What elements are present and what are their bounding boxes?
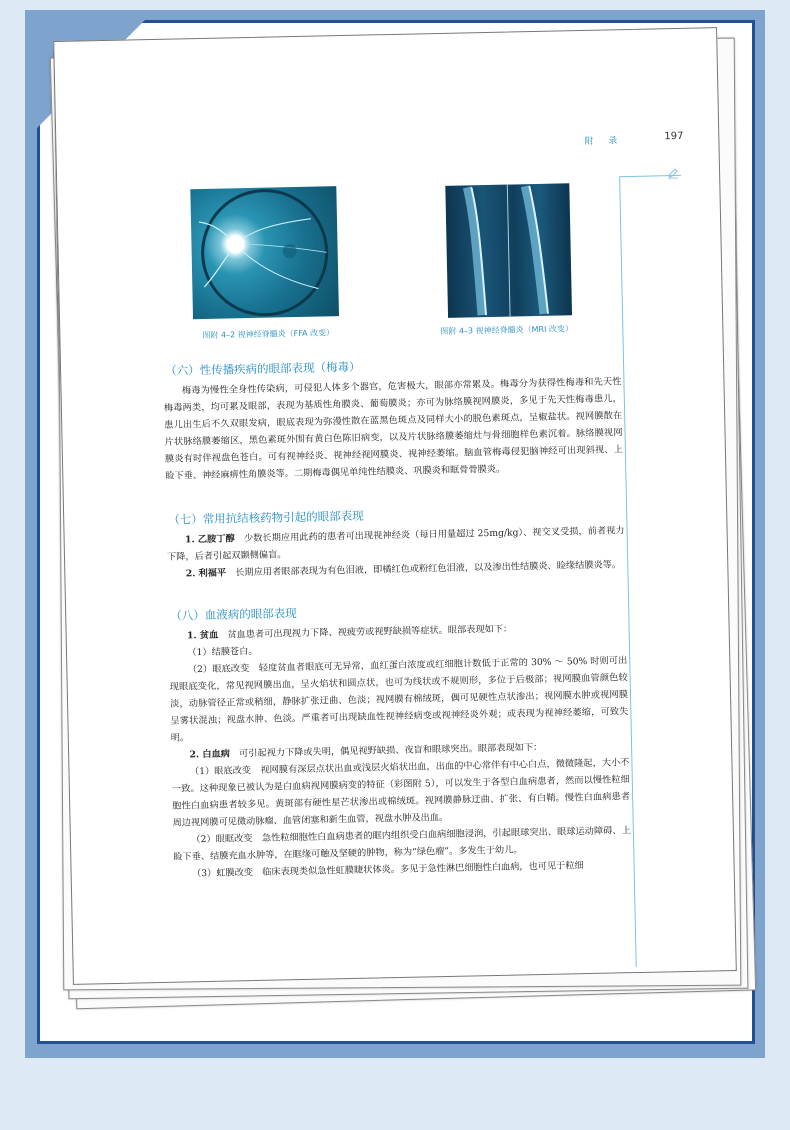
section-heading: （七）常用抗结核药物引起的眼部表现 (168, 508, 364, 527)
figure-caption: 图附 4–2 视神经脊髓炎（FFA 改变） (202, 328, 335, 340)
item-text: 可引起视力下降或失明，偶见视野缺损、夜盲和眼球突出。眼部表现如下： (238, 741, 543, 760)
paragraph: （1）眼底改变 视网膜有深层点状出血或浅层火焰状出血，出血的中心常伴有中心白点，微微隆起，大小不一致。这种现象已被认为是白血病视网膜病变的特征（彩图附 5），可以发生于各型白血病患者，然而以慢性粒细胞性白血病患者较多见。黄斑部有硬性星芒状渗出或棉绒斑。视网膜静脉迂曲、扩张、有白鞘。慢性白血病患者周边视网膜可见微动脉瘤、血管闭塞和新生血管，视盘水肿及出血。 (171, 757, 631, 829)
book-page (53, 27, 737, 985)
item-text: 长期应用者眼部表现为有色泪液，即橘红色或粉红色泪液，以及渗出性结膜炎、睑缘结膜炎等。 (235, 559, 622, 579)
item-lead: 2. 白血病 (189, 748, 231, 761)
section-heading: （六）性传播疾病的眼部表现（梅毒） (164, 359, 361, 378)
paragraph: （1）结膜苍白。 (187, 645, 258, 659)
item-lead: 2. 利福平 (185, 567, 227, 580)
item-text: 少数长期应用此药的患者可出现视神经炎（每日用量超过 25mg/kg）、视交叉受损，前者视力下降，后者引起双颞侧偏盲。 (166, 525, 625, 563)
section-heading: （八）血液病的眼部表现 (170, 606, 297, 623)
paragraph: （3）虹膜改变 临床表现类似急性虹膜睫状体炎。多见于急性淋巴细胞性白血病，也可见于粒细 (191, 860, 584, 880)
paragraph: （2）眼眶改变 急性粒细胞性白血病患者的眶内组织受白血病细胞浸润，引起眼球突出、眼球运动障碍、上睑下垂、结膜充血水肿等，在眶缘可触及坚硬的肿物，称为“绿色瘤”。多发生于幼儿。 (173, 825, 631, 863)
ffa-fundus-image (190, 186, 339, 319)
paragraph: （2）眼底改变 轻度贫血者眼底可无异常，血红蛋白浓度或红细胞计数低于正常的 30% ～ 50% 时则可出现眼底变化，常见视网膜出血，呈火焰状和圆点状，也可为线状或不规则形，多位于后极部；视网膜血管颜色较淡，动脉管径正常或稍细，静脉扩张迂曲、色淡；视网膜有棉绒斑，偶可见硬性点状渗出；视网膜水肿或视网膜呈雾状混浊；视盘水肿、色淡。严重者可出现缺血性视神经病变或视神经炎外观；或表现为视神经萎缩，可致失明。 (169, 655, 629, 744)
item-lead: 1. 乙胺丁醇 (184, 533, 235, 546)
page-number: 197 (664, 130, 684, 143)
pencil-icon (667, 167, 679, 179)
item-lead: 1. 贫血 (186, 629, 219, 642)
item-text: 贫血患者可出现视力下降、视疲劳或视野缺损等症状。眼部表现如下： (227, 623, 513, 641)
figure-caption: 图附 4–3 视神经脊髓炎（MRI 改变） (440, 324, 574, 337)
spine-mri-image (445, 183, 572, 318)
paragraph: 梅毒为慢性全身性传染病，可侵犯人体多个器官，危害极大，眼部亦常累及。梅毒分为获得性梅毒和先天性梅毒两类，均可累及眼部，表现为基质性角膜炎、葡萄膜炎；亦可为脉络膜视网膜炎，多见于先天性梅毒患儿，患儿出生后不久双眼发病，眼底表现为弥漫性散在蓝黑色斑点及同样大小的脱色素斑点，呈椒盐状。视网膜散在片状脉络膜萎缩区，黑色素斑外围有黄白色陈旧病变，以及片状脉络膜萎缩灶与骨细胞样色素沉着。脉络膜视网膜炎有时伴视盘色苍白。可有视神经炎、视神经视网膜炎、视神经萎缩。脑血管梅毒侵犯脑神经可出现斜视、上睑下垂、神经麻痹性角膜炎等。二期梅毒偶见单纯性结膜炎、巩膜炎和眶骨骨膜炎。 (163, 376, 623, 482)
running-header: 附 录 (584, 136, 624, 147)
